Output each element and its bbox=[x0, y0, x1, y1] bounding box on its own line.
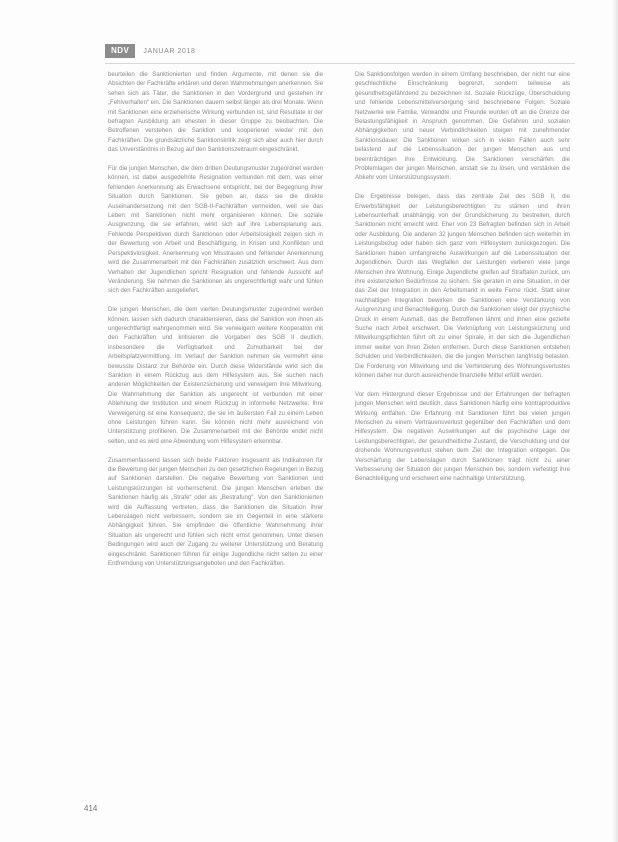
paragraph: Die jungen Menschen, die dem vierten Deutungsmuster zugeordnet werden können, lassen sich dadurch charakterisieren, dass die Sanktion von ihnen als ungerechtfertigt wahrgenommen wird. Sie verweigern weitere Kooperation mit den Fachkräften und kritisieren die Vorgaben des SGB II deutlich, insbesondere die Verfügbarkeit und Zumutbarkeit bei der Arbeitsplatzvermittlung. Im Verlauf der Sanktion nehmen sie vermehrt eine bewusste Distanz zur Behörde ein. Durch diese Widerstände wirkt sich die Sanktion in einem Rückzug aus dem Hilfesystem aus. Sie suchen nach anderen Möglichkeiten der Existenzsicherung und verweigern ihre Mitwirkung. Die Wahrnehmung der Sanktion als ungerecht ist verbunden mit einer Ablehnung der Institution und einem Rückzug in informelle Netzwerke. Ihre Verweigerung ist eine Konsequenz, die sie im äußersten Fall zu einem Leben ohne Leistungen führen kann. Sie können nicht mehr ausreichend von Unterstützung profitieren. Die Zusammenarbeit mit der Behörde endet nicht selten, und es wird eine Abwendung vom Hilfesystem erkennbar. bbox=[108, 306, 323, 445]
right-column bbox=[355, 70, 570, 484]
paragraph: Für die jungen Menschen, die dem dritten Deutungsmuster zugeordnet werden können, ist dabei ausgedehnte Resignation verbunden mit dem, was einer fehlenden Anerkennung als Erwachsene entspricht, bei der Begegnung ihrer Situation durch Sanktionen. Sie geben an, dass sie die direkte Auseinandersetzung mit den SGB-II-Fachkräften vermeiden, weil sie das Leben mit Sanktionen nicht mehr organisieren können. Die soziale Ausgrenzung, die sie erfahren, wirkt sich auf ihre Lebensplanung aus. Fehlende Perspektiven durch Sanktionen oder Arbeitslosigkeit zeigen sich in der Bewertung von Arbeit und Beschäftigung, in Krisen und Konflikten und Perspektivlosigkeit. Anerkennung von Misstrauen und fehlender Anerkennung wird die Zusammenarbeit mit den Fachkräften zusätzlich erschwert. Aus dem Verhalten der Jugendlichen spricht Resignation und fehlende Aussicht auf Veränderung. Sie nehmen die Sanktionen als ungerechtfertigt wahr und fühlen sich den Fachkräften ausgeliefert. bbox=[108, 165, 323, 295]
page-edge-shadow bbox=[612, 0, 618, 842]
issue-label: JANUAR 2018 bbox=[143, 47, 196, 55]
paragraph: Die Sanktionsfolgen werden in einem Umfang beschrieben, der nicht nur eine geschlechtliche Einschränkung begrenzt, sondern teilweise als gesundheitsgefährdend zu bezeichnen ist. Soziale Rückzüge, Überschuldung und fehlende Lebensmittelversorgung sind beschriebene Folgen. Soziale Netzwerke wie Familie, Verwandte und Freunde wurden oft an die Grenze der Belastungsfähigkeit in Anspruch genommen. Die Gefahren und sozialen Abhängigkeiten und neuer Verbindlichkeiten steigen mit zunehmender Sanktionsdauer. Die Sanktionen wirken sich in vielen Fällen auch sehr belastend auf die Lebenssituation der jungen Menschen aus und beeinträchtigen ihre Entwicklung. Die Sanktionen verschärfen die Problemlagen der jungen Menschen, anstatt sie zu lösen, und verstärken die Abkehr vom Unterstützungssystem. bbox=[355, 71, 570, 182]
page-number: 414 bbox=[84, 804, 98, 813]
page-header bbox=[105, 43, 196, 59]
header-divider bbox=[105, 63, 575, 64]
paragraph: Vor dem Hintergrund dieser Ergebnisse und der Erfahrungen der befragten jungen Menschen wird deutlich, dass Sanktionen häufig eine kontraproduktive Wirkung entfalten. Die Erfahrung mit Sanktionen führt bei vielen jungen Menschen zu einem Vertrauensverlust gegenüber den Fachkräften und dem Hilfesystem. Die negativen Auswirkungen auf die psychische Lage der Leistungsberechtigten, der gesundheitliche Zustand, die Verschuldung und der drohende Wohnungsverlust stehen dem Ziel der Integration entgegen. Die Verschärfung der Lebenslagen durch Sanktionen trägt nicht zu einer Verbesserung der Situation der jungen Menschen bei, sondern verfestigt ihre Benachteiligung und erschwert eine nachhaltige Unterstützung. bbox=[355, 390, 570, 483]
paragraph: Zusammenfassend lassen sich beide Faktoren insgesamt als Indikatoren für die Bewertung der jungen Menschen zu den gesetzlichen Regelungen in Bezug auf Sanktionen darstellen. Die negative Bewertung von Sanktionen und Leistungskürzungen ist vorherrschend. Die jungen Menschen erleben die Sanktionen häufig als „Strafe“ oder als „Bestrafung“. Von den Sanktionierten wird die Auffassung vertreten, dass die Sanktionen die Situation ihrer Lebenslagen nicht verbessern, sondern sie im Gegenteil in eine stärkere Abhängigkeit führen. Sie empfinden die öffentliche Wahrnehmung ihrer Situation als ungerecht und fühlen sich nicht ernst genommen. Unter diesen Bedingungen wird auch der Zugang zu weiterer Unterstützung und Beratung eingeschränkt. Sanktionen führen für einige Jugendliche nicht selten zu einer Entfremdung von Unterstützungsangeboten und den Fachkräften. bbox=[108, 456, 323, 568]
paragraph: beurteilen die Sanktionierten und finden Argumente, mit denen sie die Absichten der Fachkräfte erklären und deren Wahrnehmungen anerkennen. Sie sehen sich als Täter, die Sanktionen in den Vordergrund und gestehen ihr „Fehlverhalten“ ein. Die Sanktionen dauern selbst länger als drei Monate. Wenn mit Sanktionen eine erzieherische Wirkung verbunden ist, sind Resultate in der befragten Ausbildung am ehesten in dieser Gruppe zu beobachten. Die Betroffenen verstehen die Sanktion und kooperieren wieder mit den Fachkräften. Die grundsätzliche Sanktionskritik zeigt sich aber auch hier durch das Unverständnis in Bezug auf den Sanktionszeitraum eingeschränkt. bbox=[108, 71, 323, 154]
paragraph: Die Ergebnisse belegen, dass das zentrale Ziel des SGB II, die Erwerbsfähigkeit der Leistungsberechtigten zu stärken und ihren Lebensunterhalt unabhängig von der Grundsicherung zu bestreiten, durch Sanktionen nicht erreicht wird. Eher von 23 Befragten befinden sich in Arbeit oder Ausbildung. Die anderen 32 jungen Menschen befinden sich weiterhin im Leistungsbezug oder haben sich ganz vom Hilfesystem zurückgezogen. Die Sanktionen haben umfangreiche Auswirkungen auf die Lebenssituation der Jugendlichen. Durch das Wegfallen der Leistungen verlieren viele junge Menschen ihre Wohnung. Einige Jugendliche greifen auf Straftaten zurück, um ihre existenziellen Bedürfnisse zu sichern. Sie geraten in eine Situation, in der das Ziel der Integration in den Arbeitsmarkt in weite Ferne rückt. Statt einer nachhaltigen Integration bewirken die Sanktionen eine Verstärkung von Ausgrenzung und Benachteiligung. Durch die Sanktionen steigt der psychische Druck in einem Ausmaß, das die Betroffenen lähmt und ihnen eine gezielte Suche nach Arbeit erschwert. Die Verknüpfung von Leistungskürzung und Mitwirkungspflichten führt oft zu einer Spirale, in der sich die Jugendlichen immer weiter von ihren Zielen entfernen. Durch diese Sanktionen entstehen Schulden und Verbindlichkeiten, die die jungen Menschen langfristig belasten. Die Forderung von Mitwirkung und die Verhinderung des Wohnungsverlustes können daher nur durch ausreichende finanzielle Mittel erfüllt werden. bbox=[355, 193, 570, 379]
left-column bbox=[108, 70, 323, 568]
journal-badge: NDV bbox=[105, 44, 135, 58]
